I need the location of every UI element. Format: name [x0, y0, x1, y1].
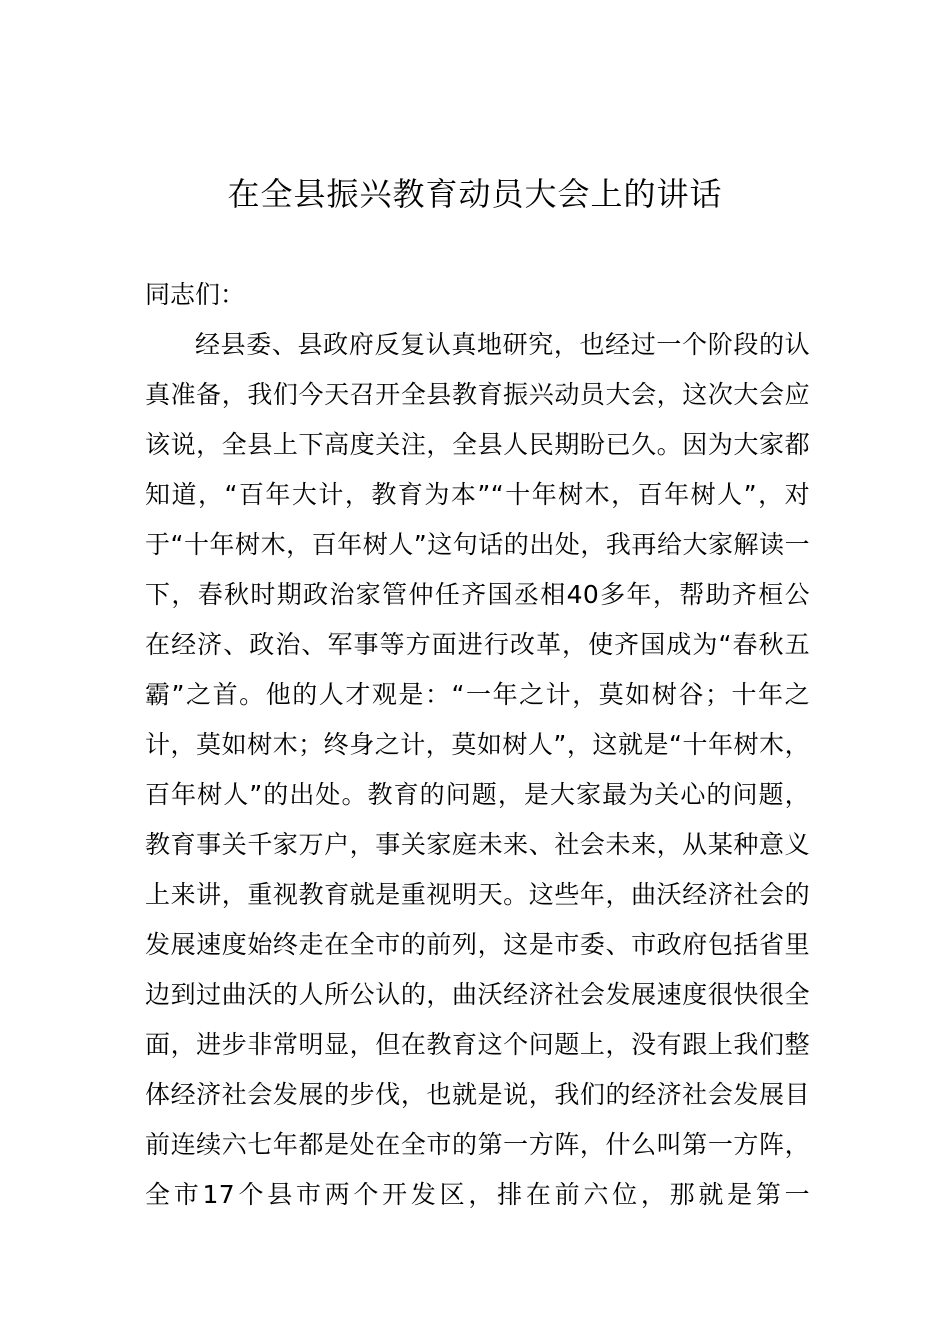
document-title: 在全县振兴教育动员大会上的讲话 — [227, 175, 723, 213]
salutation: 同志们： — [145, 280, 246, 309]
body-paragraph: 经县委、县政府反复认真地研究，也经过一个阶段的认真准备，我们今天召开全县教育振兴动员大会，这次大会应该说，全县上下高度关注，全县人民期盼已久。因为大家都知道，“百年大计，教育为本”“十年树木，百年树人”，对于“十年树木，百年树人”这句话的出处，我再给大家解读一下，春秋时期政治家管仲任齐国丞相40多年，帮助齐桓公在经济、政治、军事等方面进行改革，使齐国成为“春秋五霸”之首。他的人才观是：“一年之计，莫如树谷；十年之计，莫如树木；终身之计，莫如树人”，这就是“十年树木，百年树人”的出处。教育的问题，是大家最为关心的问题，教育事关千家万户，事关家庭未来、社会未来，从某种意义上来讲，重视教育就是重视明天。这些年，曲沃经济社会的发展速度始终走在全市的前列，这是市委、市政府包括省里边到过曲沃的人所公认的，曲沃经济社会发展速度很快很全面，进步非常明显，但在教育这个问题上，没有跟上我们整体经济社会发展的步伐，也就是说，我们的经济社会发展目前连续六七年都是处在全市的第一方阵，什么叫第一方阵，全市17个县市两个开发区，排在前六位，那就是第一 — [145, 330, 810, 1209]
